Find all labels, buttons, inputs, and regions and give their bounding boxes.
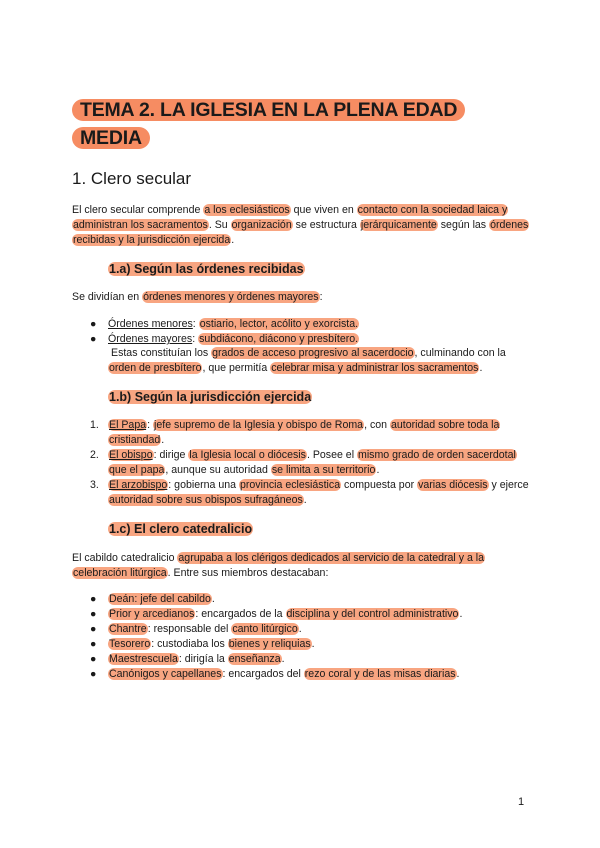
list-item: ● Deán: jefe del cabildo. [90,593,215,605]
ordenes-list [90,317,530,347]
subsection-heading-ordenes: 1.a) Según las órdenes recibidas [109,262,304,276]
list-item: 2. El obispo: dirige la Iglesia local o diócesis. Posee el mismo grado de orden sacerdotal que el papa, aunque su autoridad se limita a su territorio. [90,449,516,476]
list-item: ● Órdenes mayores: subdiácono, diácono y presbítero. [90,333,359,345]
document-title [72,96,512,152]
page-number: 1 [518,796,525,808]
title-line-1: TEMA 2. LA IGLESIA EN LA PLENA EDAD [72,99,465,121]
subsection-heading-jurisdiccion: 1.b) Según la jurisdicción ejercida [109,390,312,404]
catedralicio-list [90,592,530,682]
title-line-2: MEDIA [72,127,150,149]
list-item: ● Prior y arcedianos: encargados de la disciplina y del control administrativo. [90,608,463,620]
section-heading-clero-secular: 1. Clero secular [72,169,192,188]
list-item: ● Maestrescuela: dirigía la enseñanza. [90,653,285,665]
ordenes-intro: Se dividían en órdenes menores y órdenes mayores: [72,291,323,303]
list-item: ● Órdenes menores: ostiario, lector, acólito y exorcista. [90,318,359,330]
list-item: ● Tesorero: custodiaba los bienes y reliquias. [90,638,315,650]
list-item: ● Canónigos y capellanes: encargados del rezo coral y de las misas diarias. [90,668,460,680]
section-intro-paragraph: El clero secular comprende a los eclesiásticos que viven en contacto con la sociedad laica y administran los sacramentos. Su organización se estructura jerárquicamente según las órdenes recibidas y la jurisdicción ejercida. [72,204,529,246]
ordenes-note: Estas constituían los grados de acceso progresivo al sacerdocio, culminando con la orden de presbítero, que permitía celebrar misa y administrar los sacramentos. [109,347,506,374]
list-item: 3. El arzobispo: gobierna una provincia eclesiástica compuesta por varias diócesis y ejerce autoridad sobre sus obispos sufragáneos. [90,479,529,506]
jurisdiccion-list [90,418,530,508]
list-item: ● Chantre: responsable del canto litúrgico. [90,623,302,635]
list-item: 1. El Papa: jefe supremo de la Iglesia y obispo de Roma, con autoridad sobre toda la cristiandad. [90,419,500,446]
subsection-heading-catedralicio: 1.c) El clero catedralicio [109,522,253,536]
catedralicio-intro: El cabildo catedralicio agrupaba a los clérigos dedicados al servicio de la catedral y a la celebración litúrgica. Entre sus miembros destacaban: [72,552,485,579]
